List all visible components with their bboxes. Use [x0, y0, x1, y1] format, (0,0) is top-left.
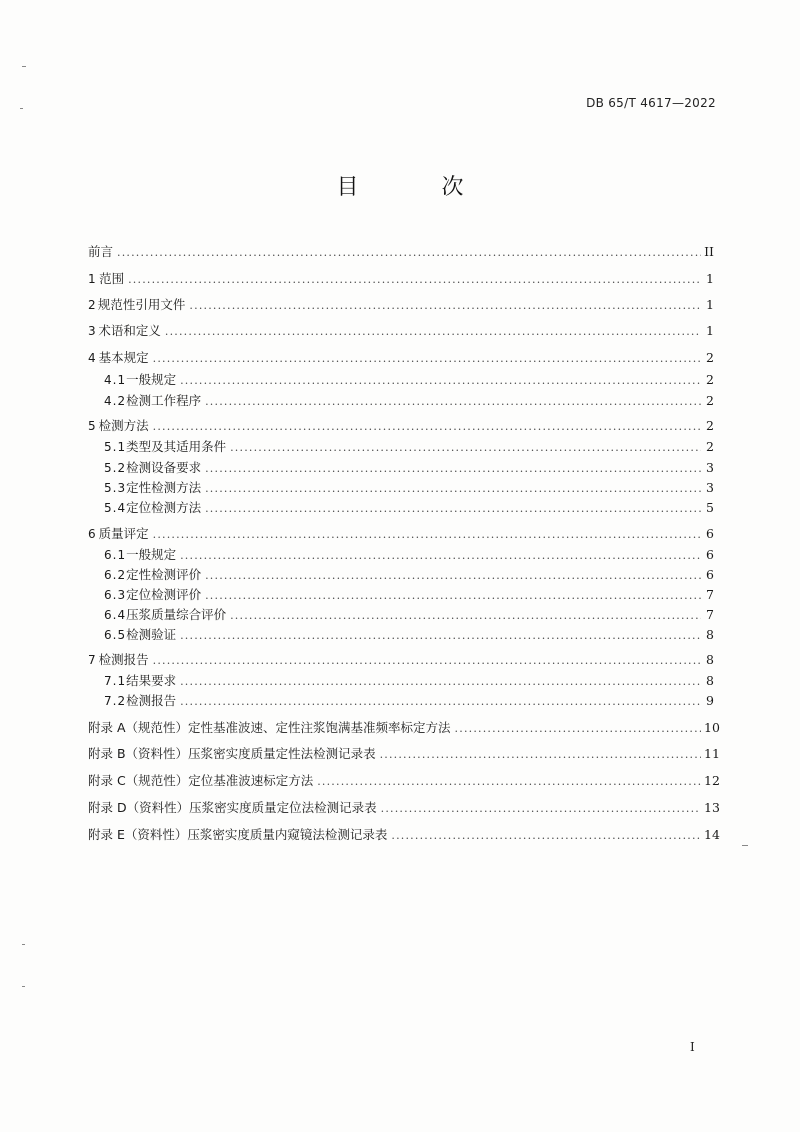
toc-entry-label: 压浆质量综合评价	[126, 607, 227, 622]
leader-dots	[380, 746, 701, 764]
toc-entry-6-4[interactable]	[104, 606, 714, 624]
toc-entry-label: 定性检测评价	[126, 567, 202, 582]
toc-entry-number: 5.1	[104, 440, 127, 454]
toc-entry-number: 3	[88, 324, 97, 338]
toc-entry-6-2[interactable]	[104, 566, 714, 584]
toc-entry-number: 6.2	[104, 568, 127, 582]
leader-dots	[180, 673, 701, 691]
toc-entry-page: 14	[704, 827, 720, 842]
toc-entry-foreword[interactable]	[88, 243, 714, 261]
toc-entry-page: 1	[706, 323, 714, 338]
toc-entry-number: 4.1	[104, 373, 127, 387]
toc-entry-1[interactable]	[88, 270, 714, 288]
toc-entry-page: 2	[706, 439, 714, 454]
toc-entry-4-1[interactable]	[104, 371, 714, 389]
leader-dots	[205, 460, 701, 478]
leader-dots	[205, 587, 701, 605]
toc-entry-label: 检测方法	[98, 418, 149, 433]
toc-entry-label: 定位检测评价	[126, 587, 202, 602]
toc-entry-label: 质量评定	[98, 526, 149, 541]
toc-entry-label: 规范性引用文件	[97, 297, 186, 312]
toc-entry-page: 6	[706, 526, 714, 541]
leader-dots	[153, 526, 701, 544]
toc-entry-page: 1	[706, 297, 714, 312]
leader-dots	[180, 547, 701, 565]
leader-dots	[165, 323, 701, 341]
leader-dots	[455, 720, 701, 738]
leader-dots	[180, 372, 701, 390]
leader-dots	[180, 627, 701, 645]
toc-entry-number: 5.3	[104, 481, 127, 495]
toc-entry-label: 一般规定	[126, 547, 177, 562]
toc-entry-number: 1	[88, 272, 97, 286]
toc-entry-4-2[interactable]	[104, 392, 714, 410]
toc-entry-number: 7	[88, 653, 97, 667]
toc-entry-page: 12	[704, 773, 720, 788]
toc-entry-label: 基本规定	[98, 350, 149, 365]
toc-entry-5[interactable]	[88, 417, 714, 435]
toc-entry-number: 2	[88, 298, 97, 312]
toc-entry-page: 8	[706, 652, 714, 667]
toc-entry-label: 定位基准波速标定方法	[188, 773, 314, 788]
appendix-prefix: 附录 B（资料性）	[88, 746, 189, 761]
toc-entry-page: 2	[706, 393, 714, 408]
toc-entry-label: 压浆密实度质量内窥镜法检测记录表	[187, 827, 388, 842]
toc-entry-label: 检测验证	[126, 627, 177, 642]
toc-entry-number: 6.4	[104, 608, 127, 622]
toc-entry-page: 2	[706, 350, 714, 365]
toc-entry-appendix-c[interactable]	[88, 772, 720, 790]
toc-entry-page: II	[704, 244, 714, 259]
toc-entry-page: 9	[706, 693, 714, 708]
leader-dots	[128, 271, 701, 289]
toc-entry-label: 术语和定义	[98, 323, 161, 338]
toc-entry-page: 13	[704, 800, 720, 815]
toc-entry-6-5[interactable]	[104, 626, 714, 644]
toc-entry-number: 6.3	[104, 588, 127, 602]
toc-entry-page: 1	[706, 271, 714, 286]
toc-entry-3[interactable]	[88, 322, 714, 340]
toc-entry-5-1[interactable]	[104, 438, 714, 456]
toc-entry-page: 3	[706, 480, 714, 495]
leader-dots	[205, 567, 701, 585]
toc-entry-6-3[interactable]	[104, 586, 714, 604]
toc-entry-label: 结果要求	[126, 673, 177, 688]
appendix-prefix: 附录 A（规范性）	[88, 720, 189, 735]
page-number: I	[690, 1040, 695, 1054]
toc-entry-number: 4	[88, 351, 97, 365]
scan-speck	[22, 66, 26, 67]
document-code: DB 65/T 4617—2022	[586, 96, 716, 110]
toc-entry-label: 范围	[99, 271, 125, 286]
toc-entry-page: 7	[706, 587, 714, 602]
toc-entry-appendix-d[interactable]	[88, 799, 720, 817]
toc-entry-number: 6.5	[104, 628, 127, 642]
leader-dots	[153, 350, 701, 368]
toc-entry-label: 检测设备要求	[126, 460, 202, 475]
toc-entry-number: 7.1	[104, 674, 127, 688]
toc-entry-label: 压浆密实度质量定位法检测记录表	[189, 800, 377, 815]
toc-entry-page: 7	[706, 607, 714, 622]
toc-entry-7[interactable]	[88, 651, 714, 669]
appendix-prefix: 附录 C（规范性）	[88, 773, 189, 788]
toc-entry-number: 5.2	[104, 461, 127, 475]
toc-entry-label: 类型及其适用条件	[126, 439, 227, 454]
toc-entry-number: 5	[88, 419, 97, 433]
leader-dots	[117, 244, 701, 262]
toc-entry-page: 6	[706, 547, 714, 562]
leader-dots	[205, 500, 701, 518]
toc-entry-page: 8	[706, 627, 714, 642]
leader-dots	[189, 297, 701, 315]
toc-entry-appendix-b[interactable]	[88, 745, 720, 763]
toc-entry-page: 8	[706, 673, 714, 688]
toc-entry-number: 7.2	[104, 694, 127, 708]
appendix-prefix: 附录 D（资料性）	[88, 800, 190, 815]
toc-entry-6-1[interactable]	[104, 546, 714, 564]
leader-dots	[153, 652, 701, 670]
toc-entry-7-2[interactable]	[104, 692, 714, 710]
toc-entry-number: 4.2	[104, 394, 127, 408]
toc-entry-label: 检测报告	[126, 693, 177, 708]
appendix-prefix: 附录 E（资料性）	[88, 827, 188, 842]
scan-speck	[20, 108, 23, 109]
toc-entry-label: 一般规定	[126, 372, 177, 387]
toc-entry-label: 定性检测方法	[126, 480, 202, 495]
toc-entry-page: 3	[706, 460, 714, 475]
toc-title: 目 次	[336, 175, 502, 200]
toc-entry-number: 5.4	[104, 501, 127, 515]
toc-entry-label: 检测工作程序	[126, 393, 202, 408]
toc-entry-page: 11	[704, 746, 720, 761]
leader-dots	[180, 693, 701, 711]
leader-dots	[391, 827, 701, 845]
scan-speck	[22, 944, 25, 945]
toc-entry-6[interactable]	[88, 525, 714, 543]
leader-dots	[317, 773, 701, 791]
leader-dots	[205, 393, 701, 411]
toc-entry-page: 2	[706, 418, 714, 433]
toc-entry-appendix-a[interactable]	[88, 719, 720, 737]
toc-entry-appendix-e[interactable]	[88, 826, 720, 844]
toc-entry-page: 6	[706, 567, 714, 582]
toc-entry-page: 5	[706, 500, 714, 515]
toc-entry-5-2[interactable]	[104, 459, 714, 477]
toc-entry-label: 定位检测方法	[126, 500, 202, 515]
toc-entry-5-4[interactable]	[104, 499, 714, 517]
leader-dots	[230, 439, 701, 457]
toc-entry-label: 检测报告	[98, 652, 149, 667]
toc-entry-number: 6.1	[104, 548, 127, 562]
scan-speck	[22, 986, 25, 987]
toc-entry-label: 压浆密实度质量定性法检测记录表	[188, 746, 376, 761]
leader-dots	[230, 607, 701, 625]
toc-entry-4[interactable]	[88, 349, 714, 367]
toc-entry-5-3[interactable]	[104, 479, 714, 497]
leader-dots	[381, 800, 701, 818]
toc-entry-label: 前言	[88, 244, 114, 259]
leader-dots	[205, 480, 701, 498]
toc-entry-2[interactable]	[88, 296, 714, 314]
toc-entry-label: 定性基准波速、定性注浆饱满基准频率标定方法	[188, 720, 451, 735]
toc-entry-number: 6	[88, 527, 97, 541]
scan-speck	[742, 845, 748, 846]
toc-entry-page: 2	[706, 372, 714, 387]
toc-entry-page: 10	[704, 720, 720, 735]
toc-entry-7-1[interactable]	[104, 672, 714, 690]
leader-dots	[153, 418, 701, 436]
